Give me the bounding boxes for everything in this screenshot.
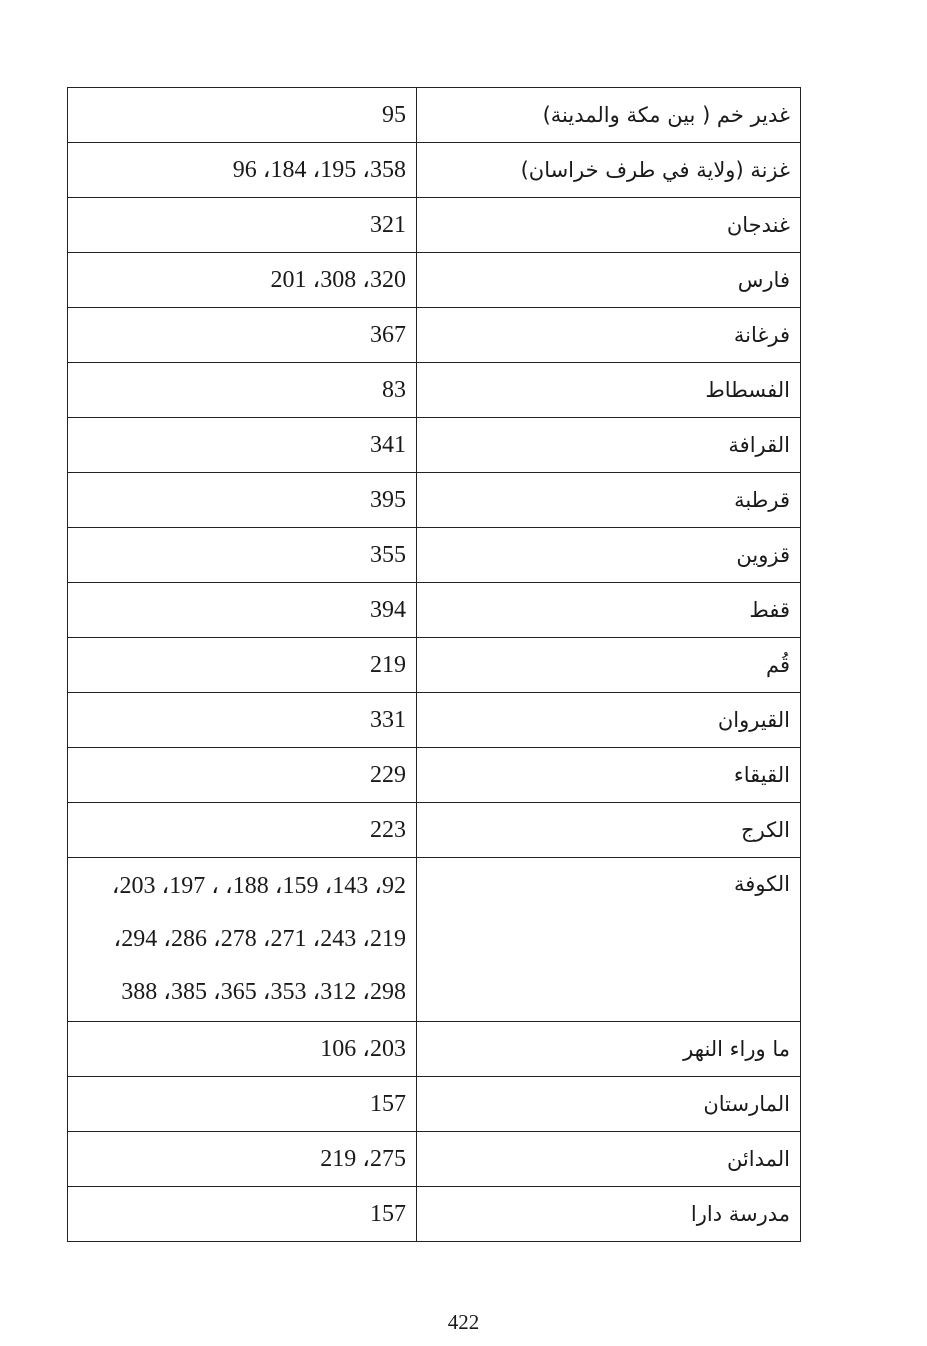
table-row <box>68 198 801 253</box>
pages-cell <box>68 528 417 583</box>
page-refs: 83 <box>382 376 406 403</box>
table-row <box>68 858 801 1022</box>
place-name: فرغانة <box>417 308 801 363</box>
place-name: المدائن <box>417 1132 801 1187</box>
page-refs: 223 <box>370 816 406 843</box>
place-name: غدير خم ( بين مكة والمدينة) <box>417 88 801 143</box>
pages-cell <box>68 638 417 693</box>
place-name: قُم <box>417 638 801 693</box>
table-row <box>68 1022 801 1077</box>
pages-cell <box>68 1077 417 1132</box>
page-refs: 321 <box>370 211 406 238</box>
table-row <box>68 418 801 473</box>
page-refs: 367 <box>370 321 406 348</box>
table-row <box>68 363 801 418</box>
place-name: الكوفة <box>417 858 801 1022</box>
pages-cell <box>68 363 417 418</box>
place-name: غندجان <box>417 198 801 253</box>
page-refs: 92، 143، 159، 188، ، 197، 203، <box>111 873 406 899</box>
page-refs: 341 <box>370 431 406 458</box>
table-row <box>68 1132 801 1187</box>
pages-cell <box>68 418 417 473</box>
page-refs: 219، 243، 271، 278، 286، 294، <box>113 926 406 952</box>
table-row <box>68 638 801 693</box>
table-row <box>68 1077 801 1132</box>
pages-cell <box>68 198 417 253</box>
pages-cell <box>68 253 417 308</box>
pages-cell <box>68 1132 417 1187</box>
page-refs: 95 <box>382 101 406 128</box>
table-row <box>68 528 801 583</box>
place-name: قزوين <box>417 528 801 583</box>
place-name: الكرج <box>417 803 801 858</box>
table-row <box>68 143 801 198</box>
pages-cell <box>68 88 417 143</box>
table-row <box>68 473 801 528</box>
pages-cell <box>68 1187 417 1242</box>
page-refs: 358، 195، 184، 96 <box>232 156 406 183</box>
place-name: الفسطاط <box>417 363 801 418</box>
table-row <box>68 1187 801 1242</box>
place-name: المارستان <box>417 1077 801 1132</box>
page-refs: 275، 219 <box>320 1145 406 1172</box>
pages-cell <box>68 1022 417 1077</box>
pages-cell <box>68 473 417 528</box>
pages-cell <box>68 583 417 638</box>
page-number: 422 <box>447 1310 480 1334</box>
place-name: قرطبة <box>417 473 801 528</box>
table-row <box>68 803 801 858</box>
place-name: ما وراء النهر <box>417 1022 801 1077</box>
place-name: قفط <box>417 583 801 638</box>
page-refs: 331 <box>370 706 406 733</box>
place-name: فارس <box>417 253 801 308</box>
page-refs: 355 <box>370 541 406 568</box>
page-refs: 394 <box>370 596 406 623</box>
pages-cell <box>68 143 417 198</box>
page-refs: 157 <box>370 1200 406 1227</box>
place-index-table <box>67 87 801 1242</box>
place-name: مدرسة دارا <box>417 1187 801 1242</box>
page-refs: 320، 308، 201 <box>270 266 406 293</box>
table-row <box>68 583 801 638</box>
page-refs: 219 <box>370 651 406 678</box>
table-row <box>68 308 801 363</box>
table-row <box>68 693 801 748</box>
page-refs: 395 <box>370 486 406 513</box>
page-refs: 203، 106 <box>320 1035 406 1062</box>
page-refs: 229 <box>370 761 406 788</box>
pages-cell <box>68 803 417 858</box>
pages-cell <box>68 858 417 1022</box>
pages-cell <box>68 693 417 748</box>
table-row <box>68 253 801 308</box>
place-name: القيقاء <box>417 748 801 803</box>
pages-cell <box>68 308 417 363</box>
page-refs: 157 <box>370 1090 406 1117</box>
place-name: القيروان <box>417 693 801 748</box>
place-name: القرافة <box>417 418 801 473</box>
pages-cell <box>68 748 417 803</box>
place-name: غزنة (ولاية في طرف خراسان) <box>417 143 801 198</box>
table-row <box>68 88 801 143</box>
page-refs: 298، 312، 353، 365، 385، 388 <box>121 979 406 1005</box>
table-row <box>68 748 801 803</box>
